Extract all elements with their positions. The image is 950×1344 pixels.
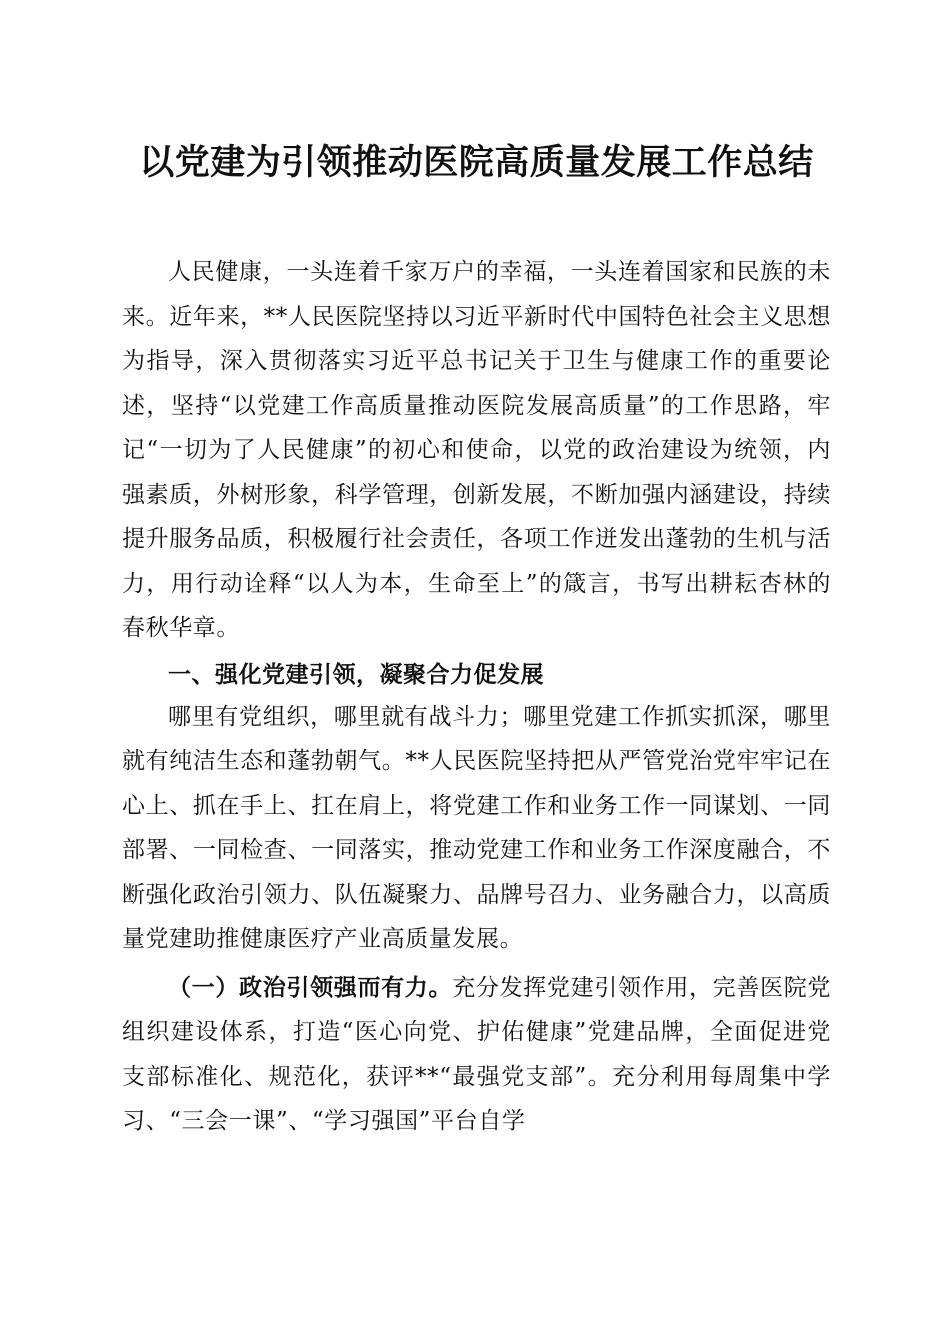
- subsection-1-text: 充分发挥党建引领作用，完善医院党组织建设体系，打造“医心向党、护佑健康”党建品牌，全面促进党支部标准化、规范化，获评**“最强党支部”。充分利用每周集中学习、“三会一课”、“学习强国”平台自学: [122, 974, 832, 1134]
- document-title: 以党建为引领推动医院高质量发展工作总结: [139, 142, 814, 183]
- subsection-1-label: （一）政治引领强而有力。: [168, 974, 453, 1001]
- document-body: [122, 250, 831, 1144]
- intro-paragraph: 人民健康，一头连着千家万户的幸福，一头连着国家和民族的未来。近年来，**人民医院坚持以习近平新时代中国特色社会主义思想为指导，深入贯彻落实习近平总书记关于卫生与健康工作的重要论述，坚持“以党建工作高质量推动医院发展高质量”的工作思路，牢记“一切为了人民健康”的初心和使命，以党的政治建设为统领，内强素质，外树形象，科学管理，创新发展，不断加强内涵建设，持续提升服务品质，积极履行社会责任，各项工作迸发出蓬勃的生机与活力，用行动诠释“以人为本，生命至上”的箴言，书写出耕耘杏林的春秋华章。: [122, 259, 831, 641]
- section-heading-1: 一、强化党建引领，凝聚合力促发展: [168, 661, 544, 688]
- section-1-paragraph: 哪里有党组织，哪里就有战斗力；哪里党建工作抓实抓深，哪里就有纯洁生态和蓬勃朝气。**人民医院坚持把从严管党治党牢牢记在心上、抓在手上、扛在肩上，将党建工作和业务工作一同谋划、一同部署、一同检查、一同落实，推动党建工作和业务工作深度融合，不断强化政治引领力、队伍凝聚力、品牌号召力、业务融合力，以高质量党建助推健康医疗产业高质量发展。: [122, 703, 831, 952]
- subsection-1-paragraph: [122, 966, 831, 1144]
